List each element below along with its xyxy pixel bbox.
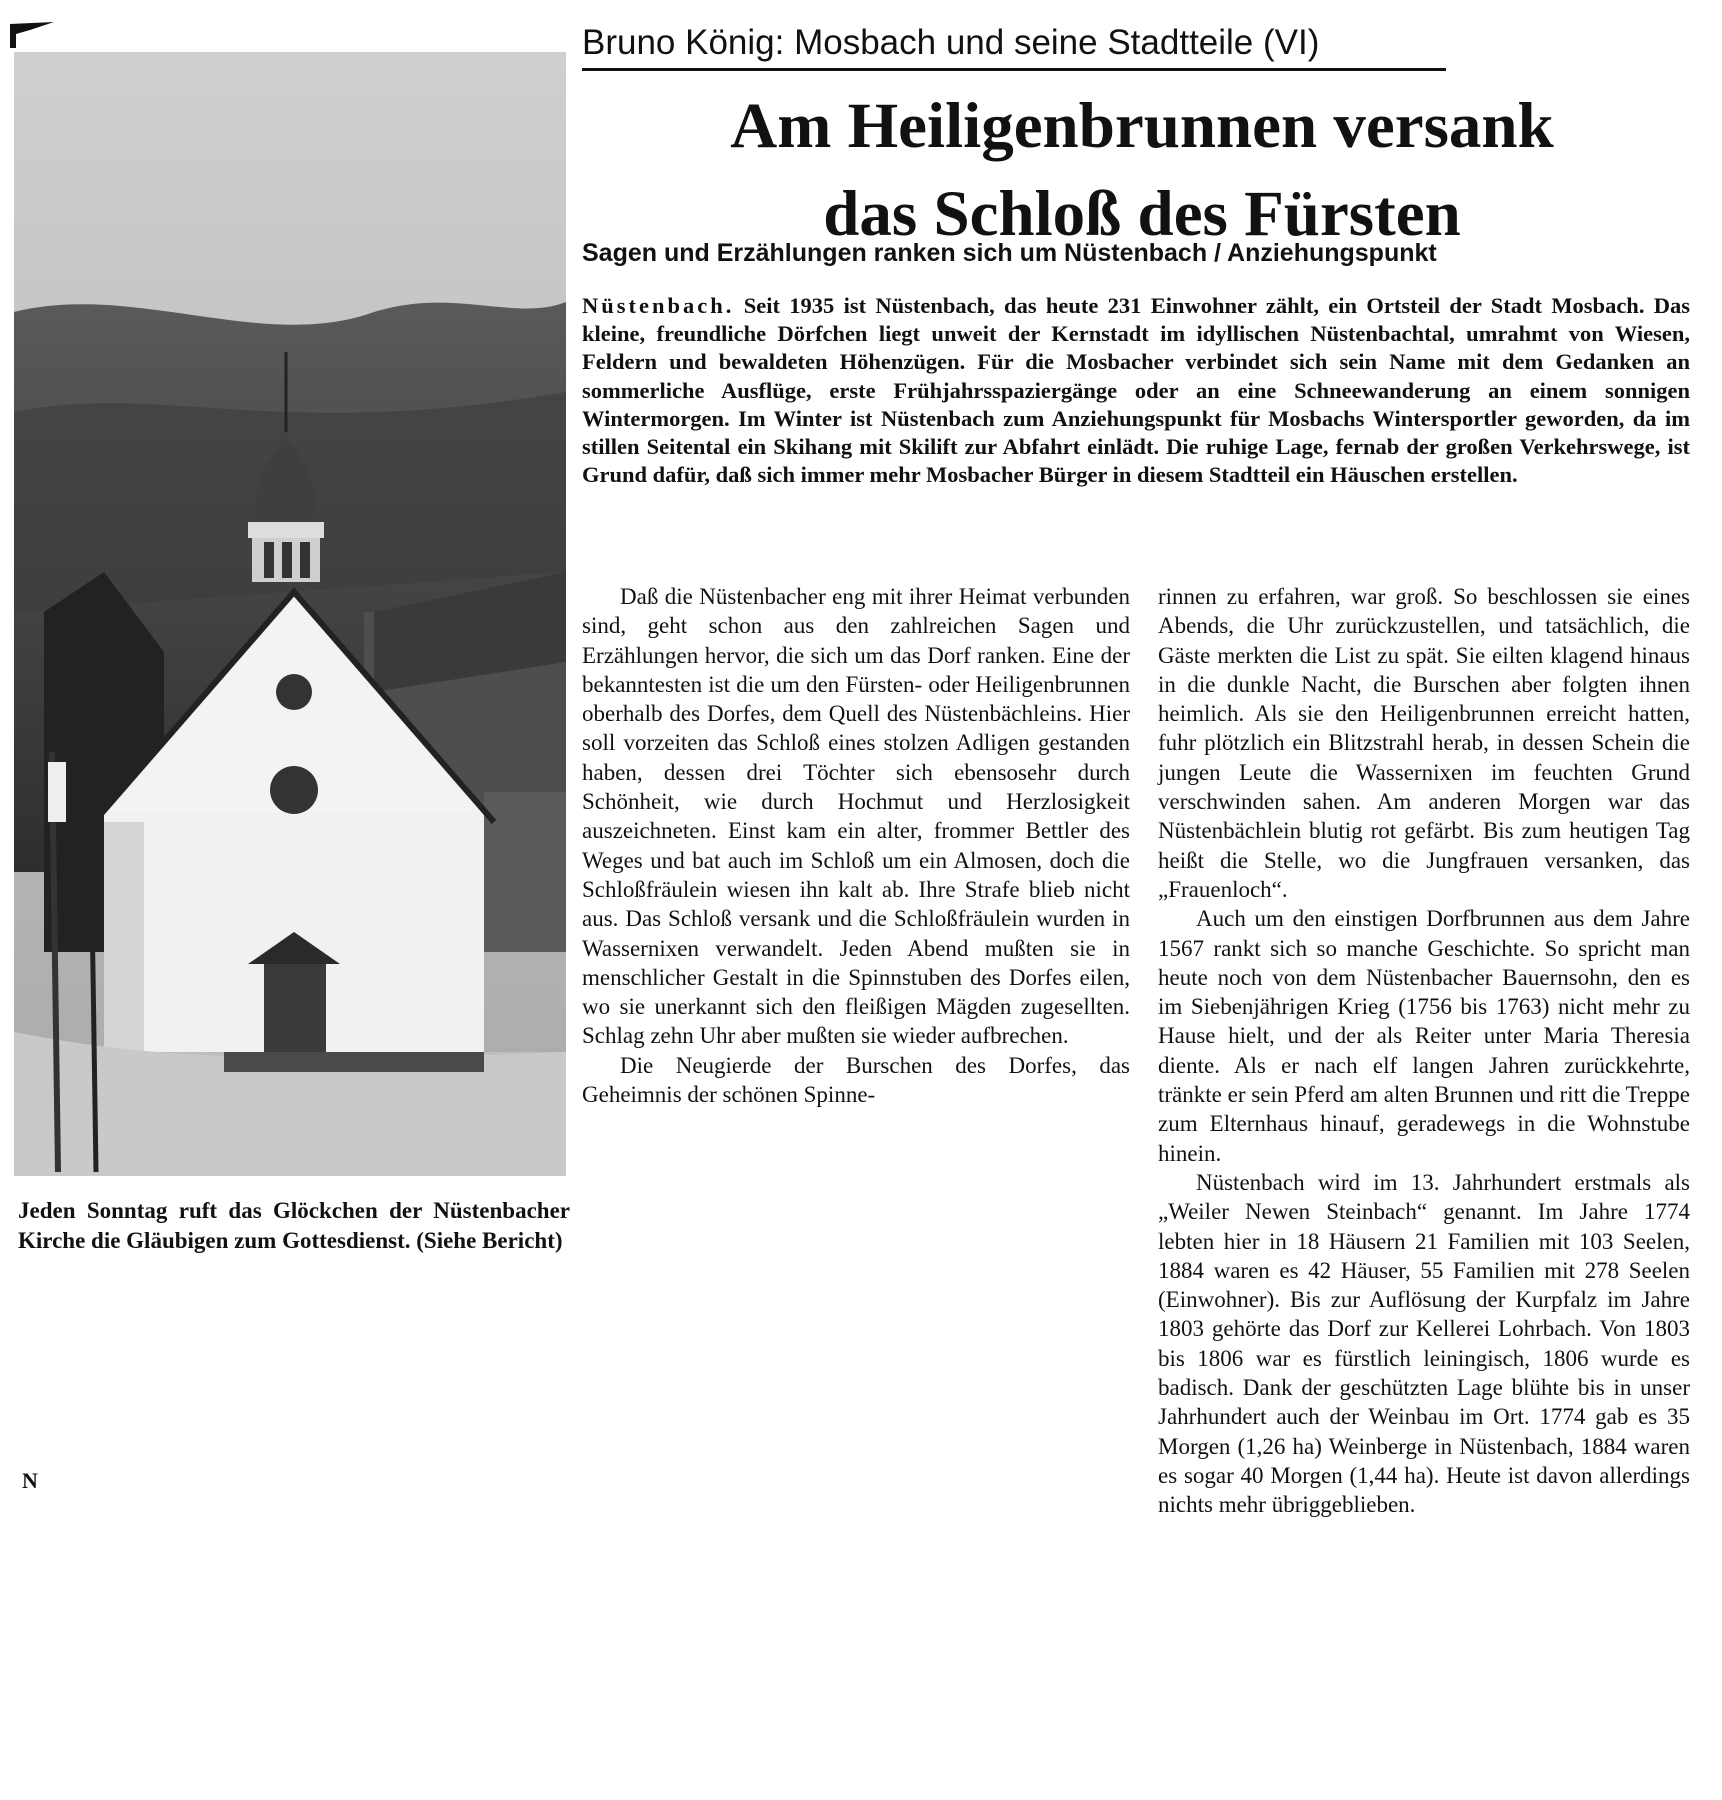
photo-caption: Jeden Sonntag ruft das Glöckchen der Nüstenbacher Kirche die Gläubigen zum Gottesdienst. (Siehe Bericht) <box>18 1198 570 1253</box>
subheadline: Sagen und Erzählungen ranken sich um Nüstenbach / Anziehungspunkt <box>582 239 1437 267</box>
headline <box>572 82 1712 258</box>
dateline: Nüstenbach. <box>582 293 735 318</box>
body-paragraph-continued: rinnen zu erfahren, war groß. So beschlossen sie eines Abends, die Uhr zurückzustellen, und tatsächlich, die Gäste merkten die List zu spät. Sie eilten klagend hinaus in die dunkle Nacht, die Burschen aber folgten ihnen heimlich. Als sie den Heiligenbrunnen erreicht hatten, fuhr plötzlich ein Blitzstrahl herab, in dessen Schein die jungen Leute die Wassernixen im feuchten Grund verschwinden sahen. Am anderen Morgen war das Nüstenbächlein blutig rot gefärbt. Bis zum heutigen Tag heißt die Stelle, wo die Jungfrauen versanken, das „Frauenloch“. <box>1158 584 1690 902</box>
lead-text: Seit 1935 ist Nüstenbach, das heute 231 Einwohner zählt, ein Ortsteil der Stadt Mosbach. Das kleine, freundliche Dörfchen liegt unweit der Kernstadt im idyllischen Nüstenbachtal, umrahmt von Wiesen, Feldern und bewaldeten Höhenzügen. Für die Mosbacher verbindet sich sein Name mit dem Gedanken an sommerliche Ausflüge, erste Frühjahrsspaziergänge oder an eine Schneewanderung an einem sonnigen Wintermorgen. Im Winter ist Nüstenbach zum Anziehungspunkt für Mosbachs Wintersportler geworden, da im stillen Seitental ein Skihang mit Skilift zur Abfahrt einlädt. Die ruhige Lage, fernab der großen Verkehrswege, ist Grund dafür, daß sich immer mehr Mosbacher Bürger in diesem Stadtteil ein Häuschen erstellen. <box>582 293 1691 488</box>
series-title: Bruno König: Mosbach und seine Stadtteile (VI) <box>582 20 1446 71</box>
body-paragraph: Die Neugierde der Burschen des Dorfes, das Geheimnis der schönen Spinne- <box>582 1052 1130 1108</box>
church-photo <box>14 52 566 1176</box>
body-column-left <box>582 582 1130 1109</box>
body-paragraph: Auch um den einstigen Dorfbrunnen aus dem Jahre 1567 rankt sich so manche Geschichte. So spricht man heute noch von dem Nüstenbacher Bauernsohn, den es im Siebenjährigen Krieg (1756 bis 1763) nicht mehr zu Hause hielt, und der als Reiter unter Maria Theresia diente. Als er nach elf langen Jahren zurückkehrte, tränkte er sein Pferd am alten Brunnen und ritt die Treppe zum Elternhaus hinauf, geradewegs in die Wohnstube hinein. <box>1158 906 1690 1166</box>
body-paragraph: Daß die Nüstenbacher eng mit ihrer Heimat verbunden sind, geht schon aus den zahlreichen Sagen und Erzählungen hervor, die sich um das Dorf ranken. Eine der bekanntesten ist die um den Fürsten- oder Heiligenbrunnen oberhalb des Dorfes, dem Quell des Nüstenbächleins. Hier soll vorzeiten das Schloß eines stolzen Adligen gestanden haben, dessen drei Töchter sich ebensosehr durch Schönheit, wie durch Hochmut und Herzlosigkeit auszeichneten. Einst kam ein alter, frommer Bettler des Weges und bat auch im Schloß um ein Almosen, doch die Schloßfräulein wiesen ihn kalt ab. Ihre Strafe blieb nicht aus. Das Schloß versank und die Schloßfräulein wurden in Wassernixen verwandelt. Jeden Abend mußten sie in menschlicher Gestalt in die Spinnstuben des Dorfes eilen, wo sie unerkannt sich den fleißigen Mägden zugesellten. Schlag zehn Uhr aber mußten sie wieder aufbrechen. <box>582 584 1130 1049</box>
corner-clip-mark <box>10 22 56 48</box>
headline-line-1: Am Heiligenbrunnen versank <box>730 90 1554 162</box>
body-column-right <box>1158 582 1690 1520</box>
stray-text: N <box>22 1468 38 1493</box>
headline-line-2: das Schloß des Fürsten <box>823 178 1461 250</box>
body-paragraph: Nüstenbach wird im 13. Jahrhundert erstmals als „Weiler Newen Steinbach“ genannt. Im Jahre 1774 lebten hier in 18 Häusern 21 Familien mit 103 Seelen, 1884 waren es 42 Häuser, 55 Familien mit 278 Seelen (Einwohner). Bis zur Auflösung der Kurpfalz im Jahre 1803 gehörte das Dorf zur Kellerei Lohrbach. Von 1803 bis 1806 war es fürstlich leiningisch, 1806 wurde es badisch. Dank der geschützten Lage blühte bis in unser Jahrhundert auch der Weinbau im Ort. 1774 gab es 35 Morgen (1,26 ha) Weinberge in Nüstenbach, 1884 waren es sogar 40 Morgen (1,44 ha). Heute ist davon allerdings nichts mehr übriggeblieben. <box>1158 1169 1690 1518</box>
lead-paragraph <box>582 292 1690 489</box>
